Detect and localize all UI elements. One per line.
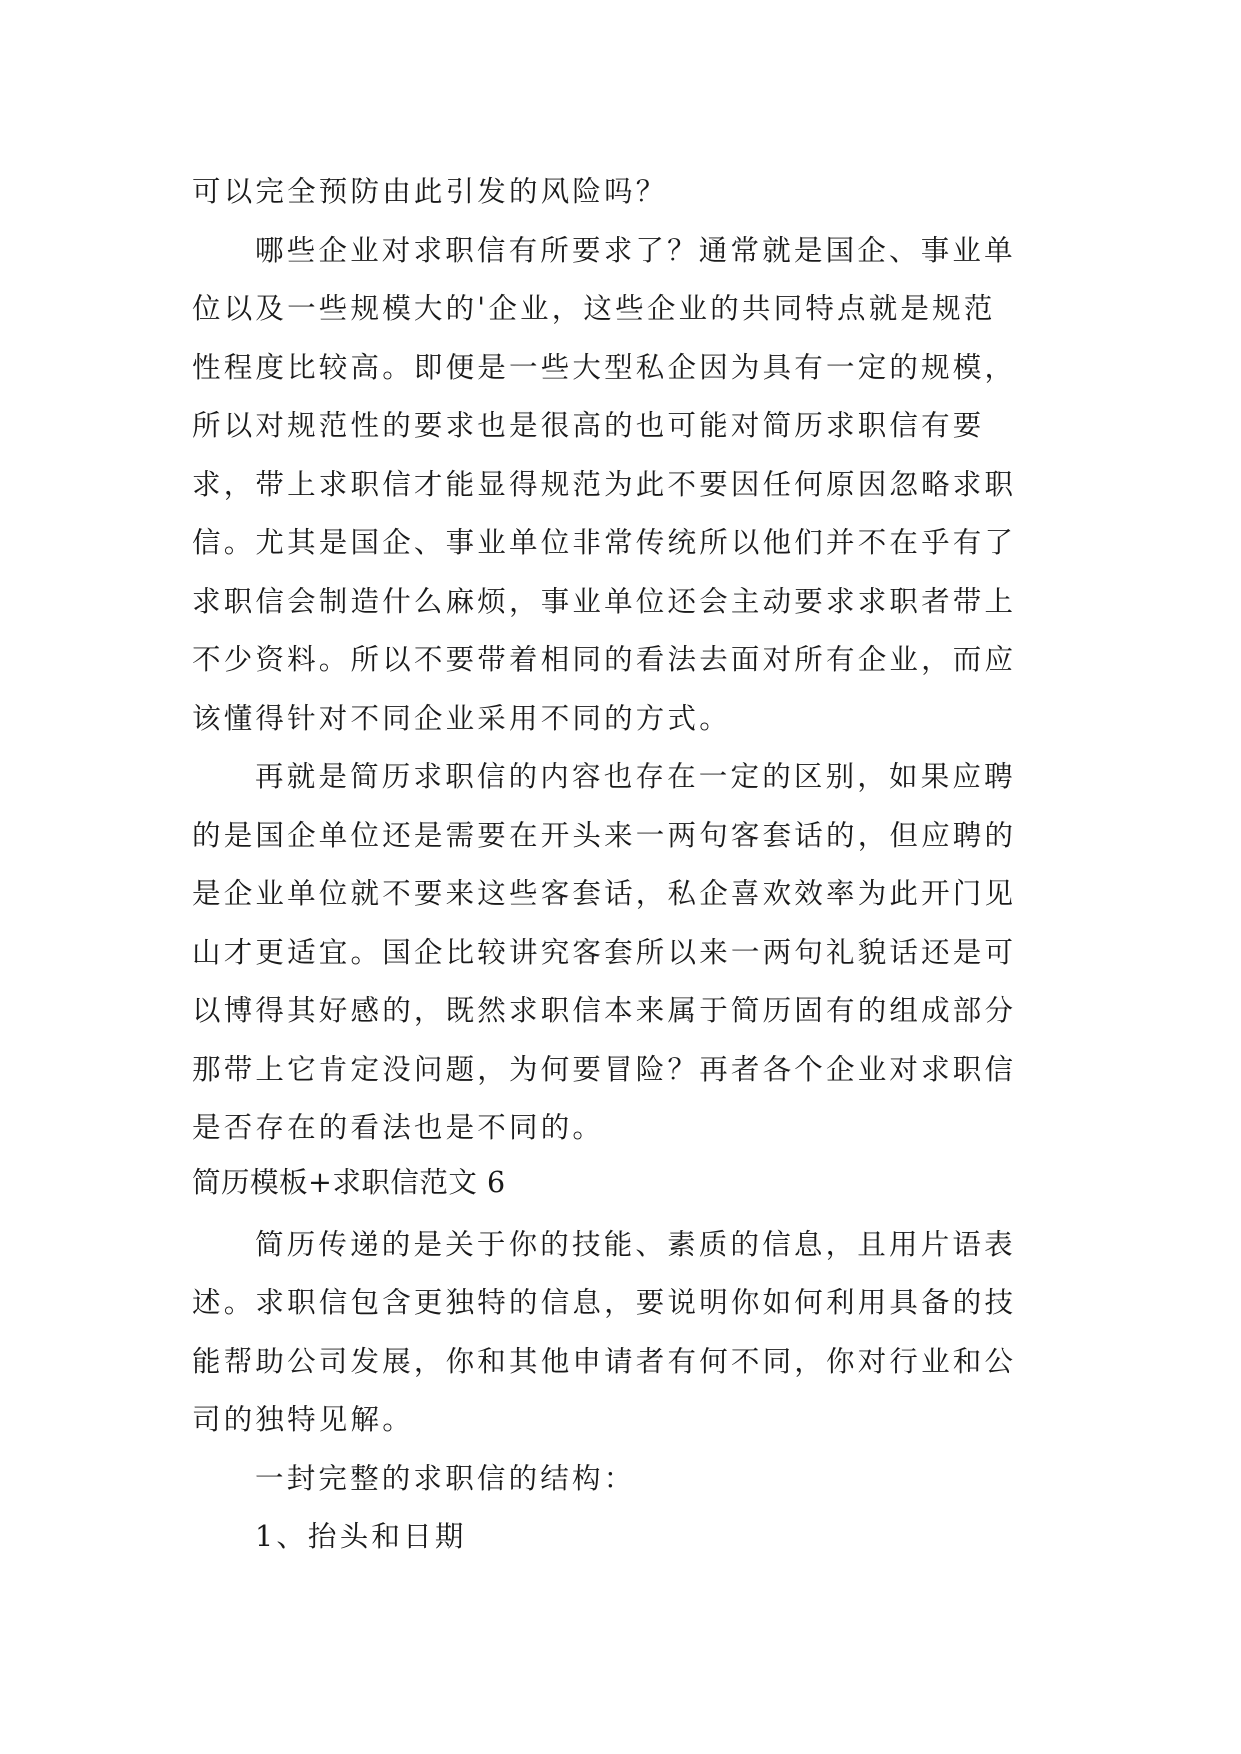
paragraph-line: 能帮助公司发展，你和其他申请者有何不同，你对行业和公 bbox=[192, 1344, 1017, 1378]
paragraph-line: 山才更适宜。国企比较讲究客套所以来一两句礼貌话还是可 bbox=[192, 935, 1017, 969]
paragraph-line: 性程度比较高。即便是一些大型私企因为具有一定的规模， bbox=[192, 350, 1017, 384]
paragraph-line: 简历传递的是关于你的技能、素质的信息，且用片语表 bbox=[255, 1227, 1016, 1261]
paragraph-line: 是企业单位就不要来这些客套话，私企喜欢效率为此开门见 bbox=[192, 877, 1017, 910]
paragraph-line: 是否存在的看法也是不同的。 bbox=[192, 1111, 605, 1144]
paragraph-line: 求职信会制造什么麻烦，事业单位还会主动要求求职者带上 bbox=[192, 584, 1017, 618]
paragraph-line: 的是国企单位还是需要在开头来一两句客套话的，但应聘的 bbox=[192, 818, 1017, 852]
paragraph-line: 求，带上求职信才能显得规范为此不要因任何原因忽略求职 bbox=[192, 467, 1017, 501]
paragraph-line: 该懂得针对不同企业采用不同的方式。 bbox=[192, 701, 731, 735]
paragraph-line: 位以及一些规模大的'企业，这些企业的共同特点就是规范 bbox=[192, 292, 996, 325]
paragraph-line: 哪些企业对求职信有所要求了？通常就是国企、事业单 bbox=[255, 233, 1016, 267]
paragraph-line: 再就是简历求职信的内容也存在一定的区别，如果应聘 bbox=[255, 760, 1016, 793]
paragraph-line: 述。求职信包含更独特的信息，要说明你如何利用具备的技 bbox=[192, 1286, 1017, 1319]
paragraph-line: 信。尤其是国企、事业单位非常传统所以他们并不在乎有了 bbox=[192, 526, 1017, 559]
paragraph-line: 以博得其好感的，既然求职信本来属于简历固有的组成部分 bbox=[192, 994, 1017, 1027]
paragraph-line: 所以对规范性的要求也是很高的也可能对简历求职信有要 bbox=[192, 409, 985, 442]
paragraph-line: 不少资料。所以不要带着相同的看法去面对所有企业，而应 bbox=[192, 643, 1017, 676]
paragraph-line: 一封完整的求职信的结构： bbox=[255, 1461, 636, 1495]
paragraph-line: 那带上它肯定没问题，为何要冒险？再者各个企业对求职信 bbox=[192, 1052, 1017, 1086]
section-heading: 简历模板+求职信范文 6 bbox=[192, 1165, 506, 1199]
paragraph-line: 可以完全预防由此引发的风险吗？ bbox=[192, 175, 668, 208]
document-body bbox=[192, 163, 1062, 1567]
paragraph-line: 司的独特见解。 bbox=[192, 1403, 414, 1436]
list-item: 1、抬头和日期 bbox=[255, 1520, 467, 1553]
